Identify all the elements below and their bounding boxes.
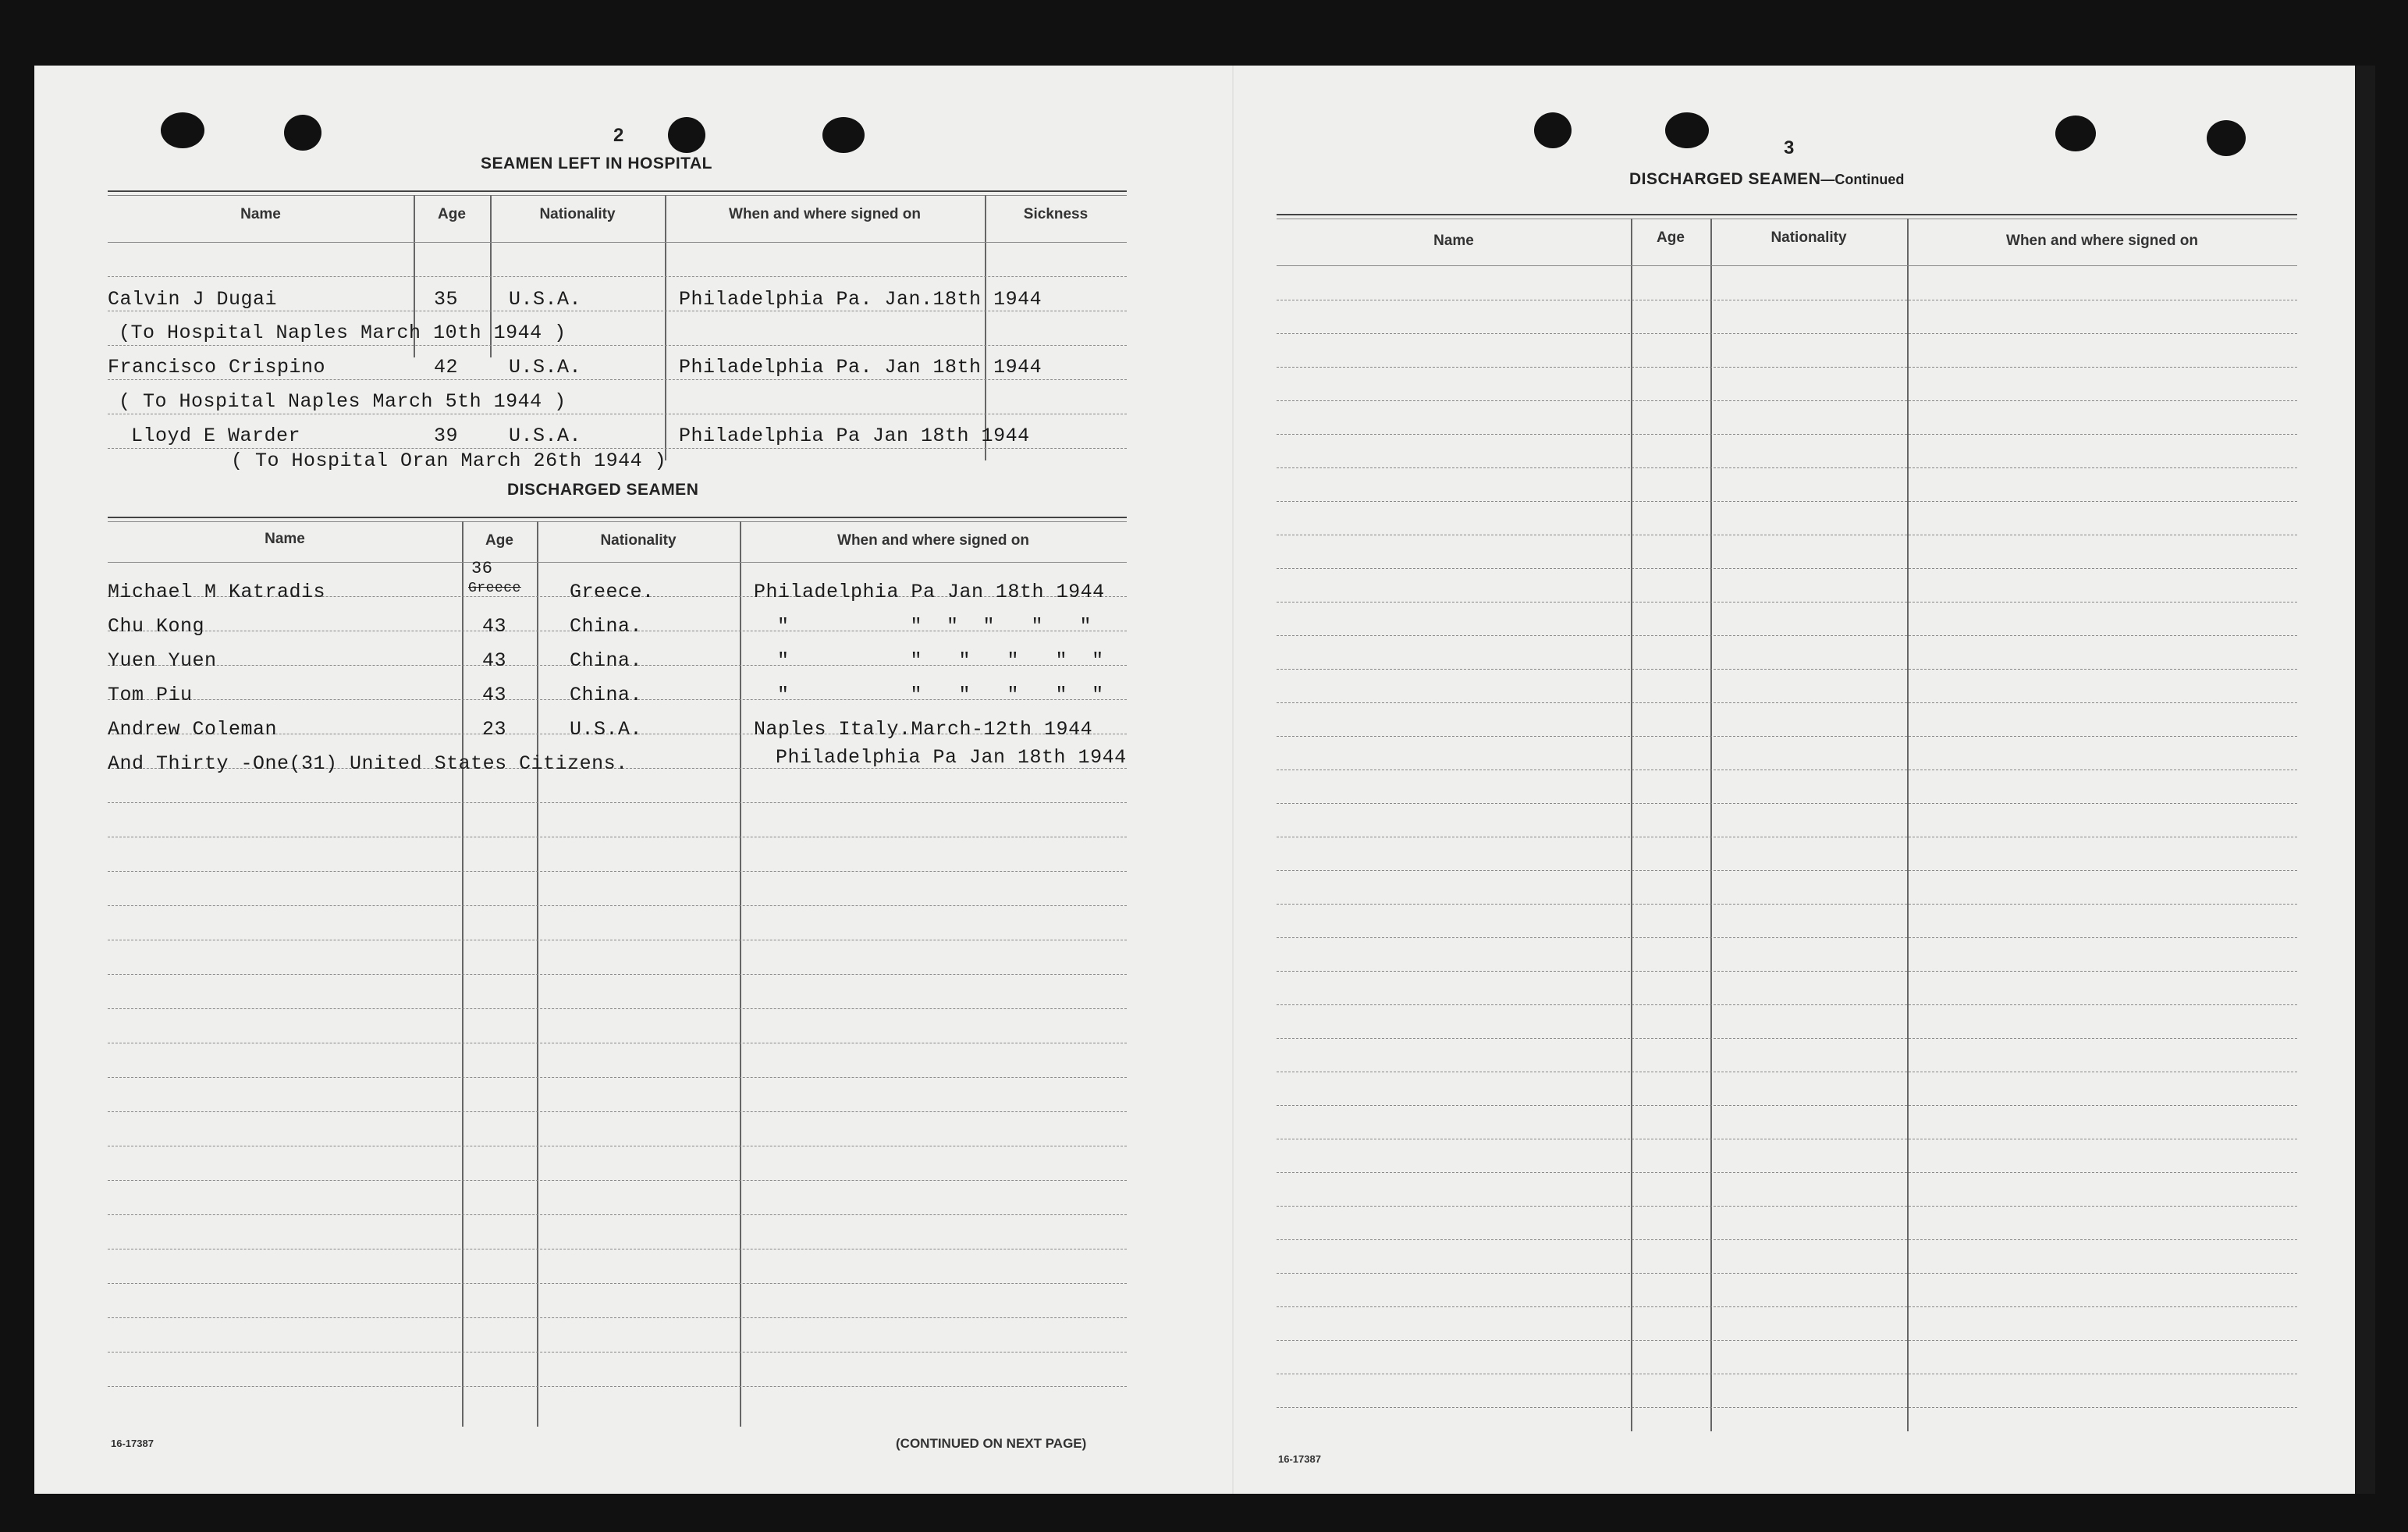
discharged-section-heading: DISCHARGED SEAMEN (507, 481, 699, 499)
column-header-age: Age (438, 206, 466, 222)
discharged-row-signed-on: " " " " " " (777, 615, 1092, 638)
punch-hole (1665, 112, 1709, 148)
table-rule (108, 517, 1127, 518)
age-correction: 36 (471, 559, 493, 578)
discharged-row-age: 43 (482, 615, 507, 638)
hospital-row-nationality: U.S.A. (509, 425, 582, 447)
hospital-row-age: 42 (434, 356, 459, 379)
row-rule (108, 871, 1127, 872)
row-rule (108, 345, 1127, 346)
hospital-section-heading: SEAMEN LEFT IN HOSPITAL (481, 155, 712, 172)
page-fold (1232, 66, 1234, 1494)
hospital-row-name: Calvin J Dugai (108, 288, 278, 311)
hospital-row-signed-on: Philadelphia Pa. Jan 18th 1944 (679, 356, 1042, 379)
hospital-row-nationality: U.S.A. (509, 288, 582, 311)
heading-suffix: —Continued (1820, 172, 1905, 187)
row-rule (1277, 1105, 2297, 1106)
page-number: 2 (613, 125, 624, 146)
row-rule (1277, 501, 2297, 502)
column-header-name: Name (240, 206, 281, 222)
hospital-row-name: Francisco Crispino (108, 356, 326, 379)
discharged-row-age: 23 (482, 718, 507, 741)
row-rule (1277, 702, 2297, 703)
page-number: 3 (1784, 137, 1795, 158)
table-rule (108, 190, 1127, 192)
discharged-row-name: Yuen Yuen (108, 649, 217, 672)
column-header-signed-on: When and where signed on (837, 532, 1029, 549)
form-number: 16-17387 (1278, 1453, 1321, 1465)
row-rule (1277, 1273, 2297, 1274)
row-rule (1277, 1407, 2297, 1408)
row-rule (108, 802, 1127, 803)
header-rule (108, 562, 1127, 563)
row-rule (108, 974, 1127, 975)
row-rule (1277, 1172, 2297, 1173)
row-rule (1277, 635, 2297, 636)
heading-text: DISCHARGED SEAMEN (1629, 170, 1821, 188)
row-rule (108, 1386, 1127, 1387)
row-rule (1277, 467, 2297, 468)
discharged-row-signed-on: Philadelphia Pa Jan 18th 1944 (776, 746, 1127, 769)
row-rule (108, 276, 1127, 277)
row-rule (1277, 971, 2297, 972)
column-header-age: Age (1657, 229, 1685, 246)
row-rule (1277, 803, 2297, 804)
discharged-row-signed-on: " " " " " " (777, 684, 1104, 706)
discharged-row-nationality: China. (570, 649, 643, 672)
row-rule (108, 905, 1127, 906)
hospital-row-note: ( To Hospital Oran March 26th 1944 ) (231, 450, 667, 472)
discharged-row-name: Michael M Katradis (108, 581, 326, 603)
row-rule (108, 379, 1127, 380)
row-rule (1277, 937, 2297, 938)
discharged-row-age: 43 (482, 684, 507, 706)
column-header-nationality: Nationality (1770, 229, 1847, 246)
row-rule (108, 1077, 1127, 1078)
hospital-row-signed-on: Philadelphia Pa. Jan.18th 1944 (679, 288, 1042, 311)
row-rule (1277, 1340, 2297, 1341)
discharged-row-nationality: U.S.A. (570, 718, 643, 741)
sheet-edge-shadow (2355, 66, 2375, 1494)
discharged-row-signed-on: Philadelphia Pa Jan 18th 1944 (754, 581, 1105, 603)
discharged-row-nationality: Greece. (570, 581, 655, 603)
table-rule (108, 521, 1127, 522)
row-rule (1277, 1239, 2297, 1240)
header-rule (1277, 265, 2297, 266)
punch-hole (1534, 112, 1572, 148)
row-rule (1277, 367, 2297, 368)
hospital-row-note: (To Hospital Naples March 10th 1944 ) (119, 322, 566, 344)
row-rule (1277, 669, 2297, 670)
discharged-row-name: Tom Piu (108, 684, 193, 706)
row-rule (108, 1111, 1127, 1112)
discharged-row-name: And Thirty -One(31) United States Citizens. (108, 752, 628, 775)
column-header-signed-on: When and where signed on (729, 206, 921, 222)
punch-hole (2207, 120, 2246, 156)
discharged-row-nationality: China. (570, 615, 643, 638)
column-header-signed-on: When and where signed on (2006, 233, 2198, 249)
column-header-name: Name (265, 531, 305, 547)
row-rule (1277, 1004, 2297, 1005)
discharged-row-signed-on: Naples Italy.March-12th 1944 (754, 718, 1093, 741)
hospital-row-age: 35 (434, 288, 459, 311)
column-divider (665, 195, 666, 460)
hospital-row-note: ( To Hospital Naples March 5th 1944 ) (119, 390, 566, 413)
hospital-row-signed-on: Philadelphia Pa Jan 18th 1944 (679, 425, 1030, 447)
discharged-row-nationality: China. (570, 684, 643, 706)
punch-hole (668, 117, 705, 153)
row-rule (108, 1283, 1127, 1284)
column-header-age: Age (485, 532, 513, 549)
row-rule (1277, 333, 2297, 334)
discharged-row-signed-on: " " " " " " (777, 649, 1104, 672)
hospital-row-nationality: U.S.A. (509, 356, 582, 379)
hospital-row-name: Lloyd E Warder (131, 425, 301, 447)
hospital-row-age: 39 (434, 425, 459, 447)
row-rule (1277, 400, 2297, 401)
row-rule (1277, 1206, 2297, 1207)
row-rule (1277, 1306, 2297, 1307)
continued-footer: (CONTINUED ON NEXT PAGE) (896, 1436, 1087, 1451)
discharged-row-name: Andrew Coleman (108, 718, 278, 741)
punch-hole (161, 112, 204, 148)
column-header-sickness: Sickness (1023, 206, 1089, 222)
column-header-nationality: Nationality (539, 206, 616, 222)
row-rule (108, 1214, 1127, 1215)
document-sheet (34, 66, 2375, 1494)
row-rule (1277, 870, 2297, 871)
table-rule (1277, 214, 2297, 215)
row-rule (1277, 736, 2297, 737)
discharged-continued-heading (1629, 170, 1904, 189)
row-rule (1277, 568, 2297, 569)
form-number: 16-17387 (111, 1438, 154, 1449)
row-rule (108, 1180, 1127, 1181)
discharged-row-age: 43 (482, 649, 507, 672)
discharged-row-age: Greece (468, 581, 521, 596)
row-rule (1277, 434, 2297, 435)
row-rule (108, 1317, 1127, 1318)
column-divider (985, 195, 986, 460)
punch-hole (2055, 116, 2096, 151)
column-header-name: Name (1433, 233, 1474, 249)
discharged-row-name: Chu Kong (108, 615, 205, 638)
row-rule (1277, 904, 2297, 905)
row-rule (1277, 1038, 2297, 1039)
punch-hole (822, 117, 865, 153)
punch-hole (284, 115, 321, 151)
header-rule (108, 242, 1127, 243)
row-rule (108, 448, 1127, 449)
row-rule (108, 1008, 1127, 1009)
table-rule (108, 195, 1127, 196)
column-header-nationality: Nationality (600, 532, 677, 549)
